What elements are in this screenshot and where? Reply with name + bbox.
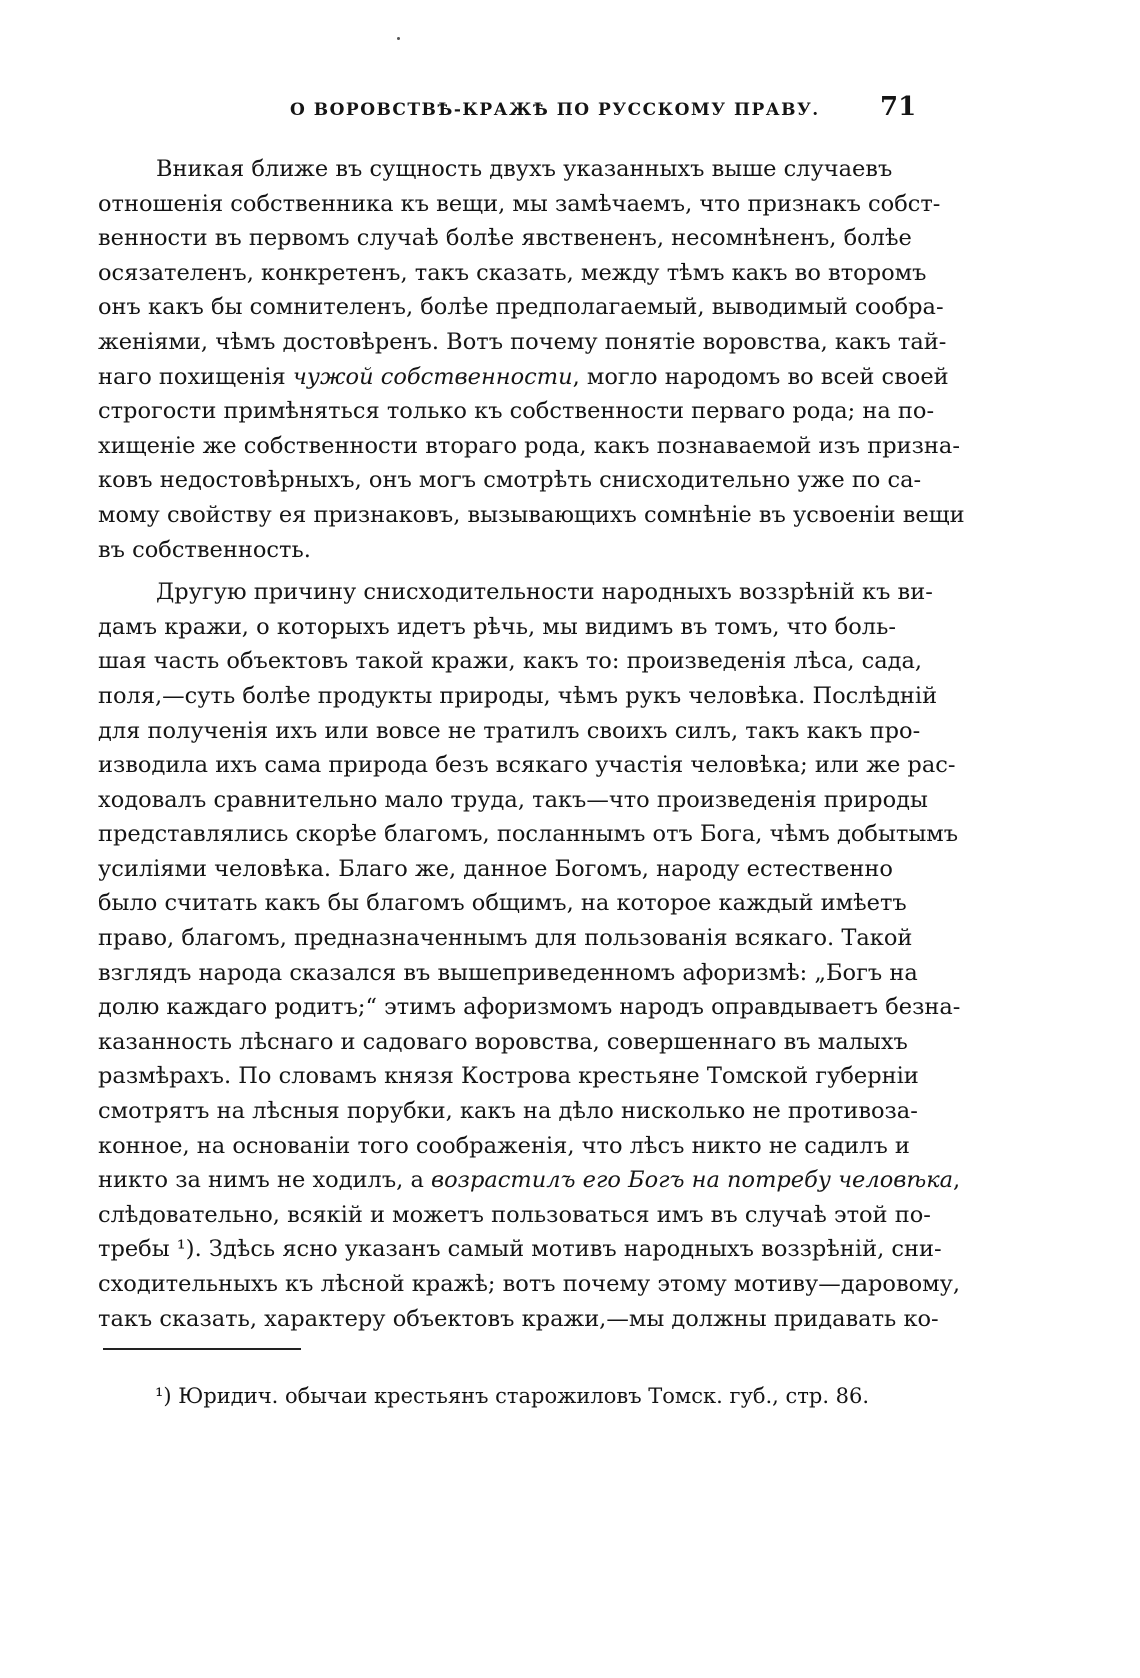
text-segment: , могло народомъ во всей своей bbox=[572, 363, 949, 390]
text-line: для полученія ихъ или вовсе не тратилъ своихъ силъ, такъ какъ про- bbox=[98, 717, 921, 744]
paragraph-2 bbox=[98, 575, 961, 1336]
text-segment: , bbox=[953, 1167, 961, 1194]
text-line: отношенія собственника къ вещи, мы замѣчаемъ, что признакъ собст- bbox=[98, 190, 941, 217]
text-line: хищеніе же собственности втораго рода, какъ познаваемой изъ призна- bbox=[98, 432, 960, 459]
text-segment: никто за нимъ не ходилъ, а bbox=[98, 1167, 432, 1194]
text-line: мому свойству ея признаковъ, вызывающихъ сомнѣніе въ усвоеніи вещи bbox=[98, 501, 965, 528]
text-line: осязателенъ, конкретенъ, такъ сказать, между тѣмъ какъ во второмъ bbox=[98, 259, 927, 286]
text-line bbox=[98, 1163, 961, 1198]
footnote: ¹) Юридич. обычаи крестьянъ старожиловъ Томск. губ., стр. 86. bbox=[155, 1384, 870, 1408]
italic-segment: возрастилъ его Богъ на потребу человѣка bbox=[431, 1167, 954, 1194]
paragraph-1 bbox=[98, 152, 965, 567]
text-line: ходовалъ сравнительно мало труда, такъ—что произведенія природы bbox=[98, 786, 928, 813]
text-line: долю каждаго родитъ;“ этимъ афоризмомъ народъ оправдываетъ безна- bbox=[98, 994, 961, 1021]
footnote-divider bbox=[103, 1348, 301, 1350]
text-line: изводила ихъ сама природа безъ всякаго участія человѣка; или же рас- bbox=[98, 752, 956, 779]
body-text bbox=[98, 152, 965, 1336]
text-line: представлялись скорѣе благомъ, посланнымъ отъ Бога, чѣмъ добытымъ bbox=[98, 821, 959, 848]
text-line: женіями, чѣмъ достовѣренъ. Вотъ почему понятіе воровства, какъ тай- bbox=[98, 328, 947, 355]
text-line: казанность лѣснаго и садоваго воровства, совершеннаго въ малыхъ bbox=[98, 1028, 908, 1055]
text-line: усиліями человѣка. Благо же, данное Богомъ, народу естественно bbox=[98, 855, 893, 882]
running-title: О ВОРОВСТВѢ-КРАЖѢ ПО РУССКОМУ ПРАВУ. bbox=[290, 100, 820, 120]
italic-segment: чужой собственности bbox=[292, 363, 573, 390]
text-line: въ собственность. bbox=[98, 536, 311, 563]
text-line: венности въ первомъ случаѣ болѣе явствененъ, несомнѣненъ, болѣе bbox=[98, 225, 912, 252]
print-speck bbox=[397, 37, 400, 40]
text-line: строгости примѣняться только къ собственности перваго рода; на по- bbox=[98, 398, 935, 425]
text-line: требы ¹). Здѣсь ясно указанъ самый мотивъ народныхъ воззрѣній, сни- bbox=[98, 1236, 942, 1263]
text-line: дамъ кражи, о которыхъ идетъ рѣчь, мы видимъ въ томъ, что боль- bbox=[98, 613, 896, 640]
text-segment: наго похищенія bbox=[98, 363, 293, 390]
text-line: размѣрахъ. По словамъ князя Кострова крестьяне Томской губерніи bbox=[98, 1063, 919, 1090]
text-line: право, благомъ, предназначеннымъ для пользованія всякаго. Такой bbox=[98, 925, 913, 952]
text-line: Другую причину снисходительности народныхъ воззрѣній къ ви- bbox=[156, 579, 933, 606]
text-line: смотрятъ на лѣсныя порубки, какъ на дѣло нисколько не противоза- bbox=[98, 1098, 918, 1125]
text-line: было считать какъ бы благомъ общимъ, на которое каждый имѣетъ bbox=[98, 890, 907, 917]
text-line: Вникая ближе въ сущность двухъ указанныхъ выше случаевъ bbox=[156, 156, 893, 182]
text-line: сходительныхъ къ лѣсной кражѣ; вотъ почему этому мотиву—даровому, bbox=[98, 1271, 961, 1297]
text-line bbox=[98, 360, 949, 395]
text-line: слѣдовательно, всякій и можетъ пользоваться имъ въ случаѣ этой по- bbox=[98, 1201, 931, 1228]
text-line: шая часть объектовъ такой кражи, какъ то: произведенія лѣса, сада, bbox=[98, 648, 923, 675]
text-line: такъ сказать, характеру объектовъ кражи,—мы должны придавать ко- bbox=[98, 1305, 939, 1332]
text-line: поля,—суть болѣе продукты природы, чѣмъ рукъ человѣка. Послѣдній bbox=[98, 682, 938, 709]
text-line: взглядъ народа сказался въ вышеприведенномъ афоризмѣ: „Богъ на bbox=[98, 959, 918, 986]
text-line: конное, на основаніи того соображенія, что лѣсъ никто не садилъ и bbox=[98, 1132, 910, 1159]
page-number: 71 bbox=[880, 92, 917, 122]
text-line: ковъ недостовѣрныхъ, онъ могъ смотрѣть снисходительно уже по са- bbox=[98, 467, 922, 494]
text-line: онъ какъ бы сомнителенъ, болѣе предполагаемый, выводимый сообра- bbox=[98, 294, 944, 321]
